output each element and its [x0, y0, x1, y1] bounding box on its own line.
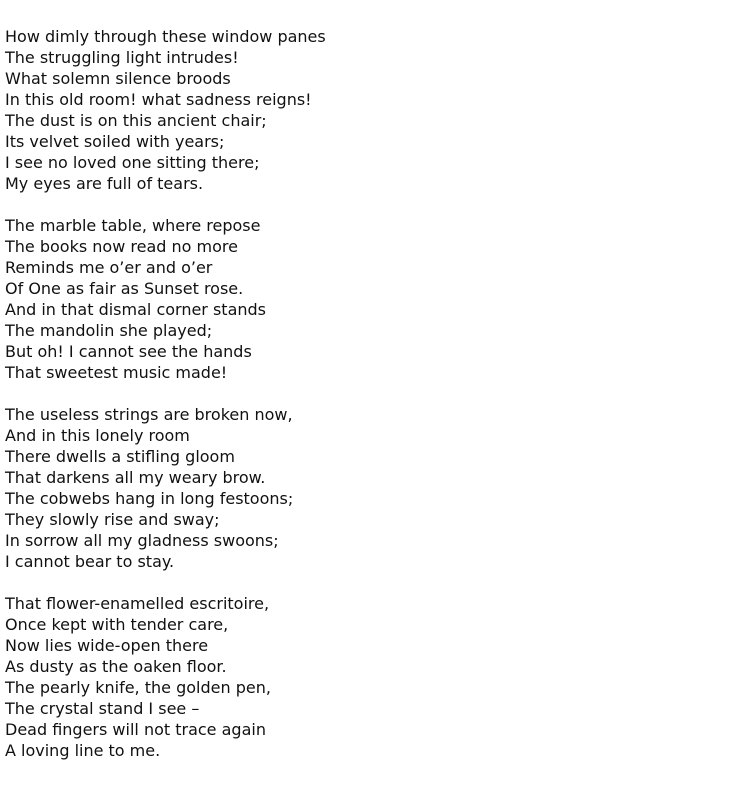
poem-line: The cobwebs hang in long festoons;: [5, 489, 294, 508]
stanza-4: [5, 593, 745, 761]
poem-line: The crystal stand I see –: [5, 699, 200, 718]
poem-line: As dusty as the oaken floor.: [5, 657, 227, 676]
poem-line: The mandolin she played;: [5, 321, 213, 340]
poem-line: There dwells a stifling gloom: [5, 447, 235, 466]
poem-line: They slowly rise and sway;: [5, 510, 220, 529]
stanza-3: [5, 404, 745, 572]
poem-text: [5, 26, 745, 782]
poem-line: How dimly through these window panes: [5, 27, 326, 46]
poem-line: I cannot bear to stay.: [5, 552, 175, 571]
poem-line: Dead fingers will not trace again: [5, 720, 266, 739]
poem-line: My eyes are full of tears.: [5, 174, 204, 193]
poem-line: I see no loved one sitting there;: [5, 153, 260, 172]
poem-line: The pearly knife, the golden pen,: [5, 678, 271, 697]
poem-line: A loving line to me.: [5, 741, 161, 760]
poem-line: That sweetest music made!: [5, 363, 228, 382]
poem-line: The books now read no more: [5, 237, 238, 256]
stanza-1: [5, 26, 745, 194]
poem-line: Reminds me o’er and o’er: [5, 258, 213, 277]
poem-line: The struggling light intrudes!: [5, 48, 239, 67]
poem-line: What solemn silence broods: [5, 69, 231, 88]
poem-line: And in that dismal corner stands: [5, 300, 267, 319]
poem-line: That darkens all my weary brow.: [5, 468, 266, 487]
poem-line: But oh! I cannot see the hands: [5, 342, 252, 361]
poem-line: Now lies wide-open there: [5, 636, 209, 655]
poem-line: The marble table, where repose: [5, 216, 261, 235]
poem-line: Once kept with tender care,: [5, 615, 229, 634]
poem-line: In this old room! what sadness reigns!: [5, 90, 312, 109]
poem-line: That flower-enamelled escritoire,: [5, 594, 270, 613]
stanza-2: [5, 215, 745, 383]
poem-line: In sorrow all my gladness swoons;: [5, 531, 279, 550]
poem-line: And in this lonely room: [5, 426, 190, 445]
poem-line: The dust is on this ancient chair;: [5, 111, 267, 130]
poem-line: Of One as fair as Sunset rose.: [5, 279, 244, 298]
poem-line: Its velvet soiled with years;: [5, 132, 225, 151]
poem-line: The useless strings are broken now,: [5, 405, 293, 424]
